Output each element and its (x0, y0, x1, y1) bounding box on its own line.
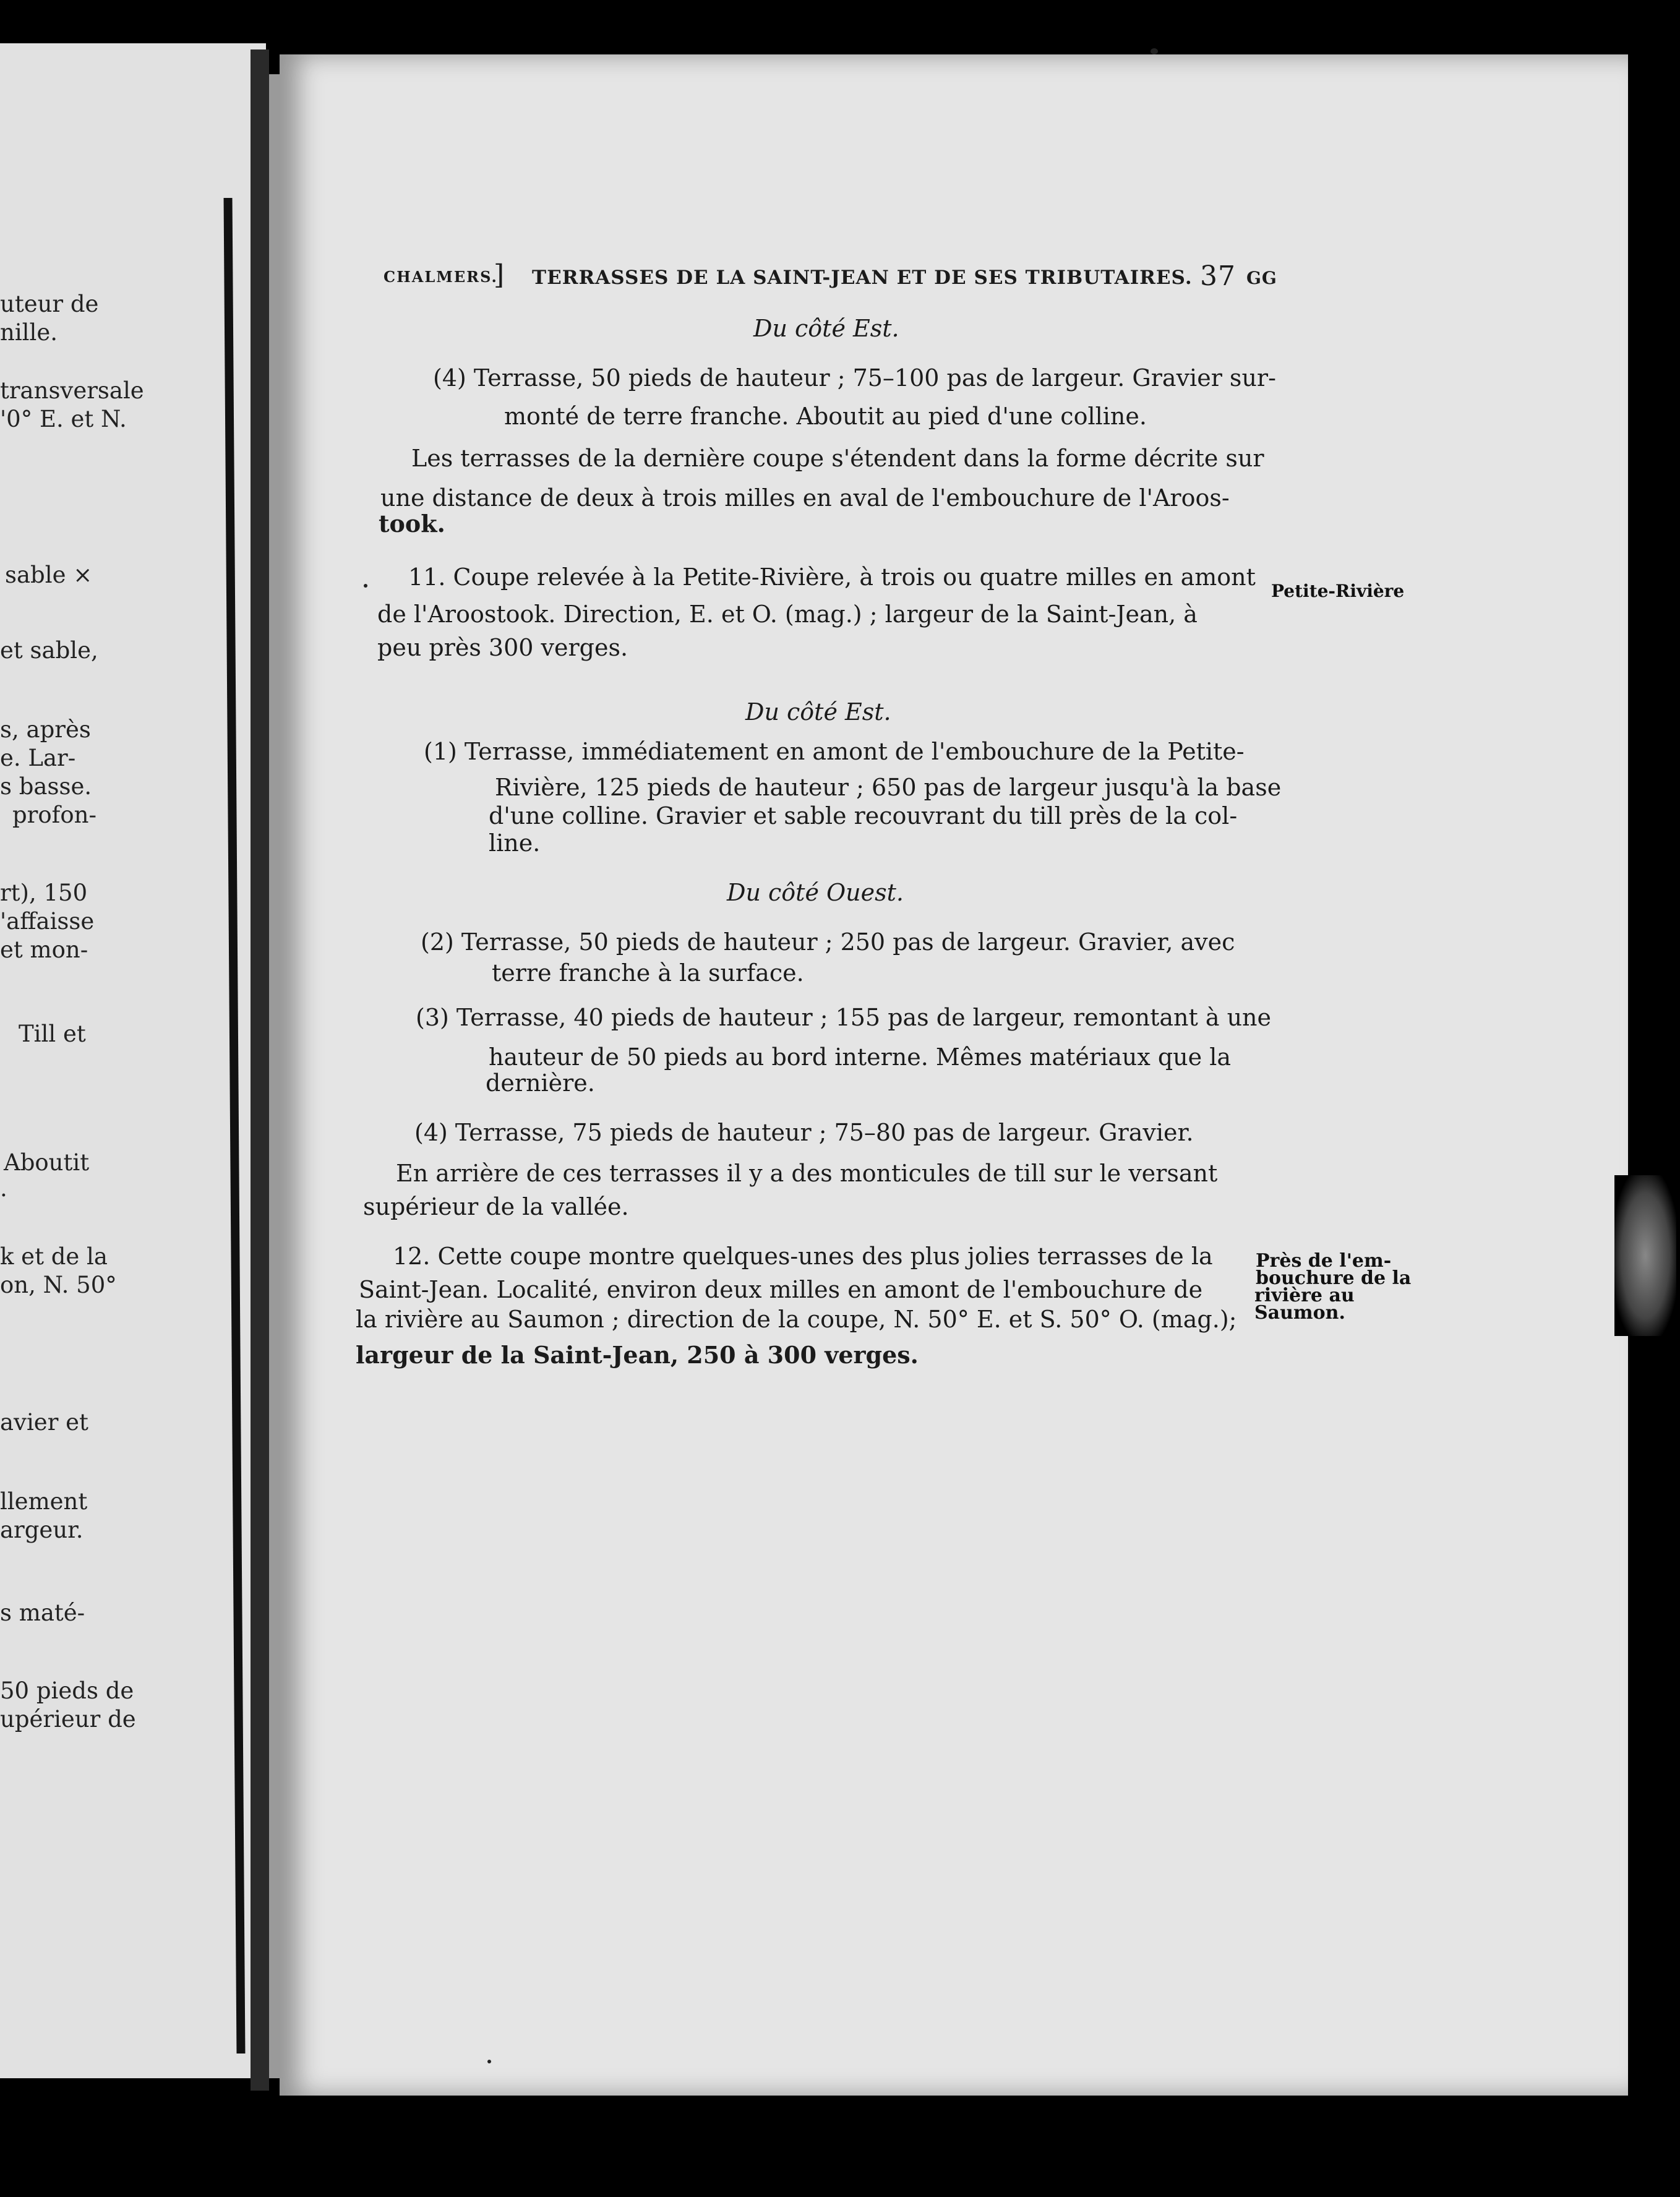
header-author: CHALMERS. (384, 268, 498, 286)
left-page-line: on, N. 50° (0, 1272, 117, 1298)
left-page-line: s basse. (0, 773, 92, 800)
left-page-line: k et de la (0, 1243, 108, 1270)
main-page (280, 54, 1628, 2096)
left-page-line: et sable, (0, 637, 98, 664)
left-page-line: llement (0, 1488, 88, 1515)
left-page-line: 50 pieds de (0, 1677, 134, 1704)
text-line: 11. Coupe relevée à la Petite-Rivière, à trois ou quatre milles en amont (408, 563, 1256, 591)
left-page-line: avier et (0, 1409, 88, 1436)
scan-speck (487, 2060, 491, 2063)
text-line: (3) Terrasse, 40 pieds de hauteur ; 155 pas de largeur, remontant à une (416, 1004, 1272, 1031)
left-page-line: sable × (5, 562, 93, 588)
text-line: une distance de deux à trois milles en aval de l'embouchure de l'Aroos- (380, 484, 1230, 512)
scan-border (1628, 87, 1680, 2197)
running-header (384, 259, 1311, 294)
section-heading: Du côté Ouest. (727, 879, 904, 906)
left-page-line: transversale (0, 377, 144, 404)
text-line: (4) Terrasse, 75 pieds de hauteur ; 75–80 pas de largeur. Gravier. (414, 1119, 1194, 1146)
left-page-line: profon- (12, 802, 96, 828)
text-line: supérieur de la vallée. (363, 1193, 629, 1220)
scan-speck (364, 584, 367, 588)
left-page-line: e. Lar- (0, 745, 76, 771)
left-page-line: et mon- (0, 936, 88, 963)
left-page-line: . (0, 1175, 7, 1202)
text-line: 12. Cette coupe montre quelques-unes des plus jolies terrasses de la (393, 1243, 1213, 1270)
text-line: line. (489, 829, 541, 857)
margin-note-line: Près de l'em- (1256, 1250, 1392, 1272)
left-page-line: upérieur de (0, 1706, 136, 1732)
text-line: hauteur de 50 pieds au bord interne. Mêmes matériaux que la (489, 1043, 1232, 1071)
text-line: monté de terre franche. Aboutit au pied d'une colline. (504, 403, 1147, 430)
book-gutter (251, 49, 269, 2091)
page-series-tag: GG (1246, 268, 1277, 288)
header-title: TERRASSES DE LA SAINT-JEAN ET DE SES TRIBUTAIRES. (532, 267, 1193, 289)
left-page-line: Aboutit (4, 1149, 90, 1176)
left-page-line: uteur de (0, 291, 99, 317)
margin-note-line: Saumon. (1254, 1302, 1345, 1324)
scan-artifact (1614, 1175, 1676, 1336)
text-line: dernière. (486, 1069, 595, 1097)
text-line: Rivière, 125 pieds de hauteur ; 650 pas de largeur jusqu'à la base (495, 774, 1282, 801)
text-line: (4) Terrasse, 50 pieds de hauteur ; 75–100 pas de largeur. Gravier sur- (433, 364, 1276, 392)
text-line: took. (379, 510, 445, 537)
text-line: (2) Terrasse, 50 pieds de hauteur ; 250 pas de largeur. Gravier, avec (421, 928, 1235, 956)
left-page-line: Till et (19, 1021, 86, 1047)
page-number: 37 (1200, 260, 1236, 292)
section-heading: Du côté Est. (753, 315, 899, 342)
left-page-line: 'affaisse (0, 908, 95, 935)
left-page-line: s, après (0, 716, 91, 743)
text-line: d'une colline. Gravier et sable recouvrant du till près de la col- (489, 802, 1238, 829)
text-line: (1) Terrasse, immédiatement en amont de l'embouchure de la Petite- (424, 738, 1245, 765)
left-page-line: rt), 150 (0, 880, 88, 906)
header-bracket: ] (494, 259, 505, 291)
left-page-line: '0° E. et N. (0, 406, 127, 432)
scan-speck (1151, 48, 1158, 54)
text-line: peu près 300 verges. (377, 634, 628, 661)
left-page-line: s maté- (0, 1600, 85, 1626)
text-line: terre franche à la surface. (492, 959, 804, 987)
text-line: largeur de la Saint-Jean, 250 à 300 verges. (356, 1341, 919, 1369)
text-line: la rivière au Saumon ; direction de la coupe, N. 50° E. et S. 50° O. (mag.); (356, 1306, 1237, 1333)
text-line: Les terrasses de la dernière coupe s'étendent dans la forme décrite sur (411, 445, 1264, 472)
margin-note-line: rivière au (1254, 1285, 1355, 1306)
left-page-line: nille. (0, 319, 58, 346)
text-line: de l'Aroostook. Direction, E. et O. (mag.) ; largeur de la Saint-Jean, à (377, 601, 1198, 628)
margin-note-petite-riviere: Petite-Rivière (1271, 581, 1405, 601)
text-line: Saint-Jean. Localité, environ deux milles en amont de l'embouchure de (359, 1276, 1203, 1303)
left-page-line: argeur. (0, 1517, 84, 1543)
section-heading: Du côté Est. (745, 698, 891, 726)
margin-note-line: bouchure de la (1256, 1267, 1412, 1289)
text-line: En arrière de ces terrasses il y a des monticules de till sur le versant (396, 1160, 1218, 1187)
